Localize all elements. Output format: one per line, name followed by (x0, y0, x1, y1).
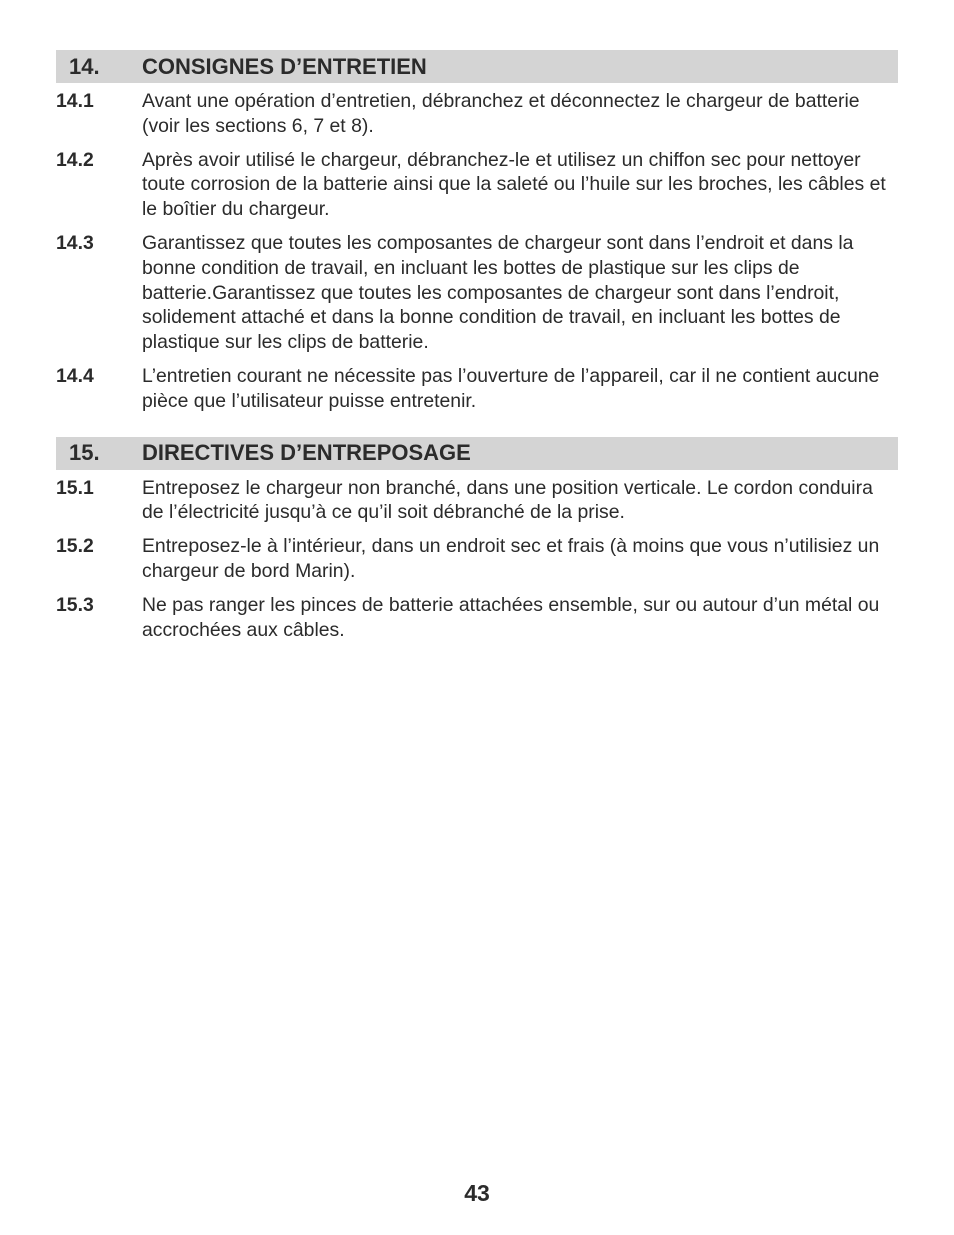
section-header (56, 437, 898, 470)
list-item (56, 476, 898, 526)
section-number: 14. (69, 53, 100, 79)
list-item (56, 364, 898, 414)
item-text: Entreposez le chargeur non branché, dans une position verticale. Le cordon conduira de l’électricité jusqu’à ce qu’il soit débranché de la prise. (142, 476, 873, 524)
item-text: Après avoir utilisé le chargeur, débranchez-le et utilisez un chiffon sec pour nettoyer toute corrosion de la batterie ainsi que la saleté ou l’huile sur les broches, les câbles et le boîtier du chargeur. (142, 148, 886, 221)
list-item (56, 148, 898, 222)
item-number: 15.3 (56, 593, 94, 616)
list-item (56, 231, 898, 355)
item-text: L’entretien courant ne nécessite pas l’ouverture de l’appareil, car il ne contient aucune pièce que l’utilisateur puisse entretenir. (142, 364, 880, 412)
item-text: Ne pas ranger les pinces de batterie attachées ensemble, sur ou autour d’un métal ou accrochées aux câbles. (142, 593, 880, 641)
list-item (56, 593, 898, 643)
item-text: Garantissez que toutes les composantes de chargeur sont dans l’endroit et dans la bonne condition de travail, en incluant les bottes de plastique sur les clips de batterie.Garantissez que toutes les composantes de chargeur sont dans l’endroit, solidement attaché et dans la bonne condition de travail, en incluant les bottes de plastique sur les clips de batterie. (142, 231, 854, 354)
page-number: 43 (464, 1180, 490, 1206)
section-maintenance (56, 50, 898, 414)
list-item (56, 89, 898, 139)
item-text: Entreposez-le à l’intérieur, dans un endroit sec et frais (à moins que vous n’utilisiez un chargeur de bord Marin). (142, 535, 880, 582)
item-number: 15.2 (56, 535, 94, 558)
item-number: 14.4 (56, 364, 94, 387)
item-number: 14.2 (56, 148, 94, 171)
item-number: 15.1 (56, 476, 94, 499)
item-number: 14.3 (56, 231, 94, 254)
section-number: 15. (69, 440, 100, 466)
section-storage (56, 437, 898, 643)
item-text: Avant une opération d’entretien, débranchez et déconnectez le chargeur de batterie (voir les sections 6, 7 et 8). (142, 90, 860, 137)
section-title: DIRECTIVES D’ENTREPOSAGE (142, 440, 471, 466)
document-page (56, 50, 898, 642)
section-header (56, 50, 898, 83)
item-number: 14.1 (56, 90, 94, 112)
section-title: CONSIGNES D’ENTRETIEN (142, 53, 427, 79)
list-item (56, 534, 898, 584)
